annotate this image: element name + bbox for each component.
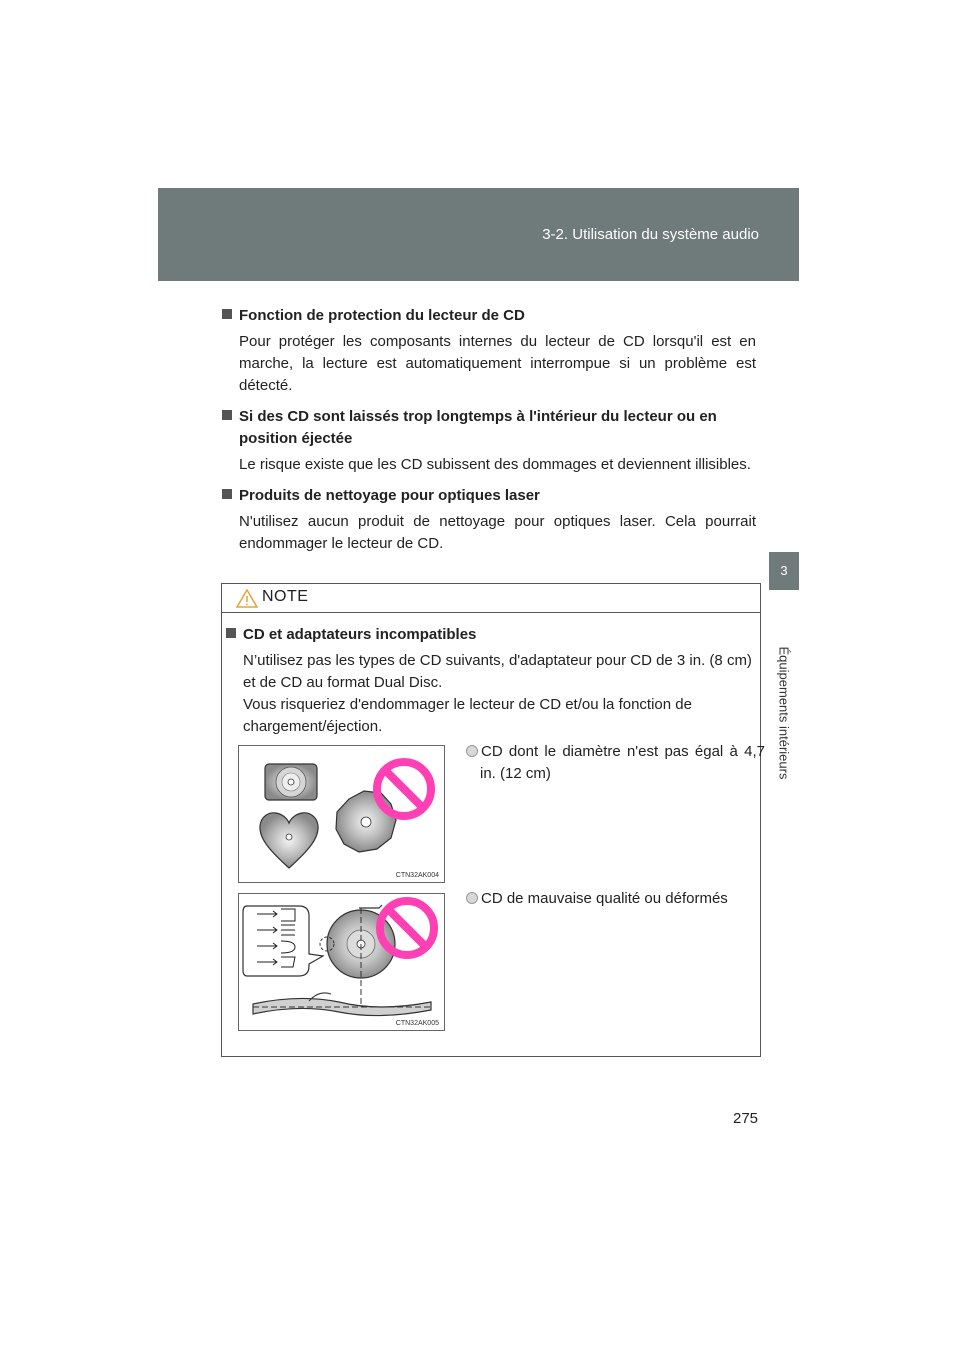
round-bullet-icon [466, 745, 478, 757]
note-header [222, 584, 760, 613]
section-heading: Produits de nettoyage pour optiques laser [239, 487, 540, 504]
section-text: N'utilisez aucun produit de nettoyage pour optiques laser. Cela pourrait endommager le lecteur de CD. [239, 513, 756, 552]
page-header [158, 188, 799, 281]
odd-shaped-cds-illustration [239, 746, 444, 882]
section-text: Pour protéger les composants internes du lecteur de CD lorsqu'il est en marche, la lecture est automatiquement interrompue si un problème est détecté. [239, 333, 756, 394]
section-title: 3-2. Utilisation du système audio [542, 226, 759, 243]
note-text: N’utilisez pas les types de CD suivants, d'adaptateur pour CD de 3 in. (8 cm) et de CD au format Dual Disc. [243, 652, 752, 691]
chapter-tab-label: Équipements intérieurs [776, 646, 792, 779]
chapter-tab-number: 3 [769, 552, 799, 590]
section-heading: Fonction de protection du lecteur de CD [239, 307, 525, 324]
square-bullet-icon [226, 628, 236, 638]
note-heading: CD et adaptateurs incompatibles [243, 626, 477, 643]
side-rule [769, 281, 799, 552]
note-item [466, 741, 765, 785]
figure-warped-cds [238, 893, 445, 1031]
warped-cds-illustration [239, 894, 444, 1030]
main-content [222, 305, 756, 564]
note-text: Vous risqueriez d'endommager le lecteur de CD et/ou la fonction de chargement/éjection. [243, 696, 692, 735]
section-laser-cleaning [222, 485, 756, 555]
section-heading: Si des CD sont laissés trop longtemps à l'intérieur du lecteur ou en position éjectée [239, 408, 717, 447]
warning-triangle-icon [236, 589, 258, 608]
note-item [466, 888, 765, 910]
square-bullet-icon [222, 489, 232, 499]
note-content [222, 624, 760, 747]
square-bullet-icon [222, 410, 232, 420]
note-item-text: CD dont le diamètre n'est pas égal à 4,7 in. (12 cm) [480, 743, 765, 782]
note-item-text: CD de mauvaise qualité ou déformés [481, 890, 728, 907]
square-bullet-icon [222, 309, 232, 319]
section-cd-left-inside [222, 406, 756, 476]
figure-code: CTN32AK005 [395, 1020, 439, 1027]
page-number: 275 [733, 1110, 759, 1127]
note-label: NOTE [262, 588, 309, 605]
chapter-tab [769, 590, 799, 835]
figure-odd-shaped-cds [238, 745, 445, 883]
round-bullet-icon [466, 892, 478, 904]
figure-code: CTN32AK004 [395, 872, 439, 879]
section-text: Le risque existe que les CD subissent des dommages et deviennent illisibles. [239, 456, 751, 473]
section-cd-protection [222, 305, 756, 397]
